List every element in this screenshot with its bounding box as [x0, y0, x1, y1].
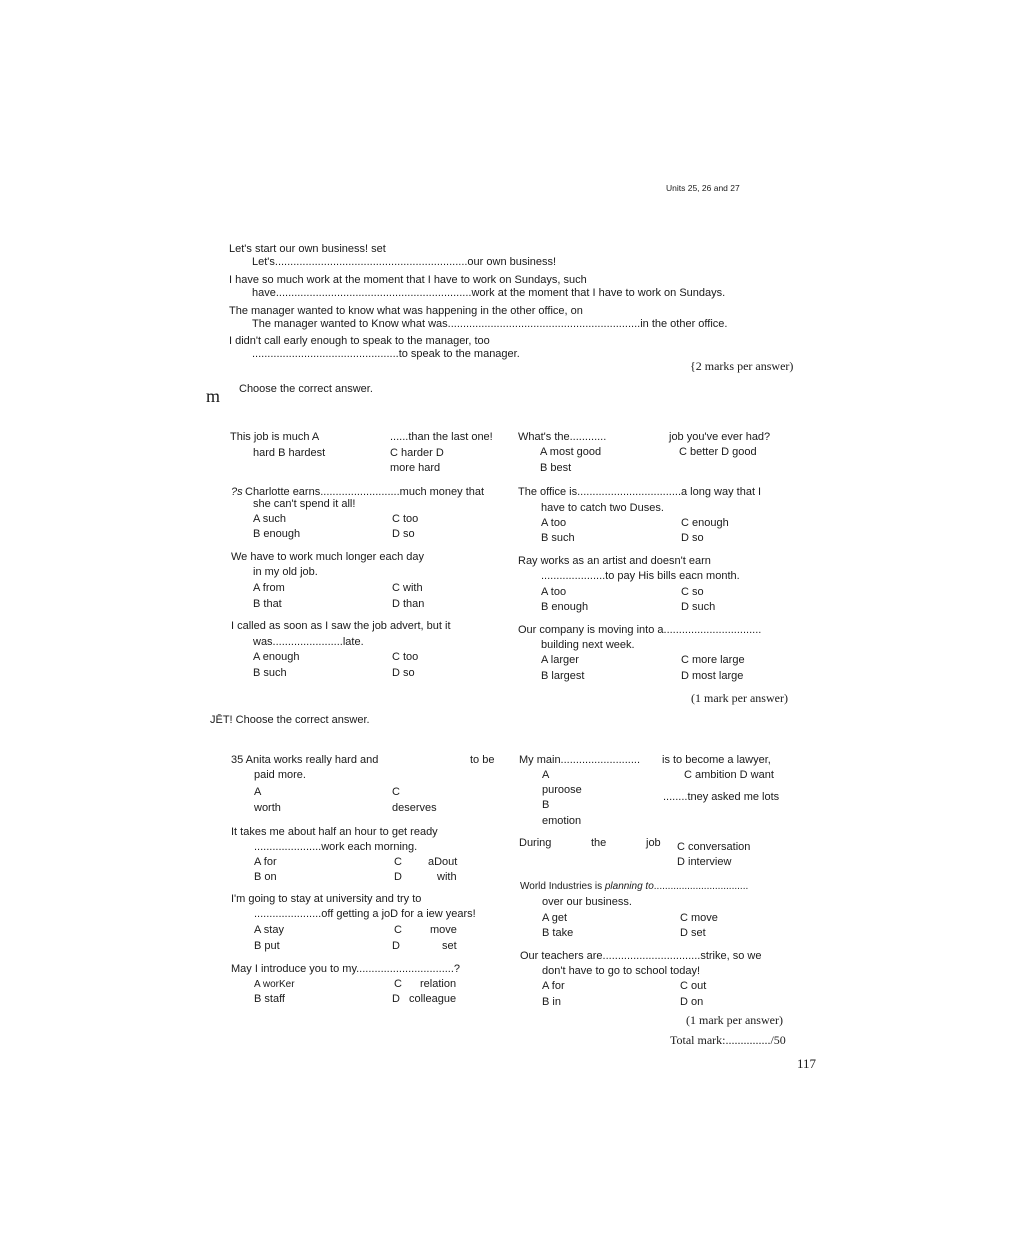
stem-start: World Industries is	[520, 881, 605, 892]
question-stem: My main..........................	[519, 754, 641, 766]
option-c-letter: C	[394, 924, 402, 936]
option-c: C enough	[681, 517, 729, 529]
option-a: A	[542, 769, 550, 781]
section-marks: (1 mark per answer)	[686, 1013, 783, 1027]
option-text: hard B hardest	[253, 447, 326, 459]
option-c: C so	[681, 586, 704, 598]
option-d-letter: D	[394, 871, 402, 883]
transform-answer-2: have................................................................work at the moment that I have to work on Sundays.	[252, 287, 726, 299]
option-b: B staff	[254, 993, 285, 1005]
option-d-letter: D	[392, 940, 400, 952]
question-stem: What's the............	[518, 431, 607, 443]
option-c: C ambition D want	[684, 769, 774, 781]
option-a: A too	[541, 517, 567, 529]
option-text: C harder D	[390, 447, 444, 459]
option-c: move	[430, 924, 457, 936]
option-b: B in	[542, 996, 561, 1008]
option-a: A stay	[254, 924, 284, 936]
question-stem: I called as soon as I saw the job advert, but it	[231, 620, 451, 632]
stem-italic: planning to	[604, 881, 654, 892]
option-d-letter: D	[392, 993, 400, 1005]
question-stem: Ray works as an artist and doesn't earn	[518, 555, 711, 567]
option-text: C better D good	[679, 446, 757, 458]
section-instruction: Choose the correct answer.	[239, 383, 373, 395]
question-stem: Charlotte earns..........................much money that	[245, 486, 485, 498]
question-stem-cont: building next week.	[541, 639, 635, 651]
option-a: A for	[254, 856, 277, 868]
option-text: A most good	[540, 446, 602, 458]
option-b-text: emotion	[542, 815, 582, 827]
question-stem: 35 Anita works really hard and	[231, 754, 379, 766]
option-d: deserves	[392, 802, 437, 814]
option-c: C move	[680, 912, 718, 924]
option-c: C out	[680, 980, 707, 992]
question-stem: This job is much A	[230, 431, 320, 443]
option-text: B best	[540, 462, 572, 474]
option-d: D so	[392, 528, 415, 540]
option-d: set	[442, 940, 457, 952]
question-stem: Our company is moving into a................................	[518, 624, 762, 636]
option-a: A worKer	[254, 979, 295, 990]
option-c: C	[392, 786, 400, 798]
option-a: A	[254, 786, 262, 798]
section-instruction: JĒT! Choose the correct answer.	[210, 714, 370, 726]
transform-answer-1: Let's...............................................................our own business!	[252, 256, 557, 268]
option-a: A larger	[541, 654, 579, 666]
option-c-letter: C	[394, 856, 402, 868]
option-c-letter: C	[394, 978, 402, 990]
option-b: worth	[254, 802, 281, 814]
transform-prompt-4: I didn't call early enough to speak to the manager, too	[229, 335, 490, 347]
question-stem-cont: she can't spend it all!	[253, 498, 356, 510]
option-a-text: puroose	[542, 784, 582, 796]
question-stem-end: ......than the last one!	[390, 431, 493, 443]
option-d: with	[437, 871, 457, 883]
option-b: B enough	[253, 528, 301, 540]
question-stem-cont: ......................work each morning.	[254, 841, 418, 853]
transform-answer-4: ................................................to speak to the manager.	[252, 348, 520, 360]
option-c: relation	[420, 978, 457, 990]
option-a: A enough	[253, 651, 300, 663]
option-c: aDout	[428, 856, 458, 868]
question-stem: I'm going to stay at university and try to	[231, 893, 422, 905]
unit-header: Units 25, 26 and 27	[666, 183, 740, 193]
option-d: colleague	[409, 993, 457, 1005]
question-stem: It takes me about half an hour to get ready	[231, 826, 438, 838]
question-stem: May I introduce you to my................................?	[231, 963, 461, 975]
question-stem-cont: paid more.	[254, 769, 306, 781]
option-b: B such	[253, 667, 287, 679]
option-a: A from	[253, 582, 285, 594]
question-stem-cont: ......................off getting a joD for a iew years!	[254, 908, 476, 920]
transform-prompt-3: The manager wanted to know what was happening in the other office, on	[229, 305, 583, 317]
option-a: A such	[253, 513, 287, 525]
option-d: D interview	[677, 856, 732, 868]
question-stem-end: job you've ever had?	[669, 431, 771, 443]
stem-end: ..................................	[653, 881, 749, 892]
option-text: more hard	[390, 462, 441, 474]
transform-answer-3: The manager wanted to Know what was...............................................................in the other office.	[252, 318, 728, 330]
option-d: D so	[392, 667, 415, 679]
question-stem-end: is to become a lawyer,	[662, 754, 771, 766]
option-d: D on	[680, 996, 704, 1008]
question-cont: ........tney asked me lots	[663, 791, 780, 803]
option-d: D so	[681, 532, 704, 544]
option-b: B largest	[541, 670, 585, 682]
question-stem-cont: have to catch two Duses.	[541, 502, 664, 514]
option-c: C too	[392, 513, 419, 525]
question-number: ?s	[231, 486, 243, 498]
option-b: B	[542, 799, 550, 811]
transform-prompt-2: I have so much work at the moment that I have to work on Sundays, such	[229, 274, 587, 286]
option-a: A too	[541, 586, 567, 598]
question-stem-end: to be	[470, 754, 495, 766]
option-b: B take	[542, 927, 574, 939]
option-b: B that	[253, 598, 282, 610]
section-marks: (1 mark per answer)	[691, 691, 788, 705]
question-stem: The office is..................................a long way that I	[518, 486, 762, 498]
option-b: B such	[541, 532, 575, 544]
option-c: C too	[392, 651, 419, 663]
option-b: B enough	[541, 601, 589, 613]
question-stem-cont: .....................to pay His bills eacn month.	[541, 570, 740, 582]
transform-prompt-1: Let's start our own business! set	[229, 243, 386, 255]
question-stem: the	[591, 837, 607, 849]
total-mark: Total mark:.............../50	[670, 1033, 786, 1047]
question-stem-cont: in my old job.	[253, 566, 318, 578]
option-c: C more large	[681, 654, 745, 666]
option-d: D most large	[681, 670, 744, 682]
option-c: C conversation	[677, 841, 751, 853]
option-a: A get	[542, 912, 568, 924]
question-stem: During	[519, 837, 552, 849]
option-d: D such	[681, 601, 716, 613]
option-b: B put	[254, 940, 280, 952]
question-stem: job	[646, 837, 661, 849]
question-stem	[520, 881, 748, 892]
option-d: D than	[392, 598, 425, 610]
option-c: C with	[392, 582, 423, 594]
transform-marks: {2 marks per answer)	[690, 359, 794, 373]
option-d: D set	[680, 927, 706, 939]
question-stem-cont: was.......................late.	[253, 636, 364, 648]
section-marker: m	[206, 386, 221, 406]
option-a: A for	[542, 980, 565, 992]
question-stem-cont: don't have to go to school today!	[542, 965, 701, 977]
question-stem: We have to work much longer each day	[231, 551, 425, 563]
question-stem: Our teachers are................................strike, so we	[520, 950, 762, 962]
option-b: B on	[254, 871, 277, 883]
question-stem-cont: over our business.	[542, 896, 632, 908]
page-number: 117	[797, 1056, 817, 1071]
